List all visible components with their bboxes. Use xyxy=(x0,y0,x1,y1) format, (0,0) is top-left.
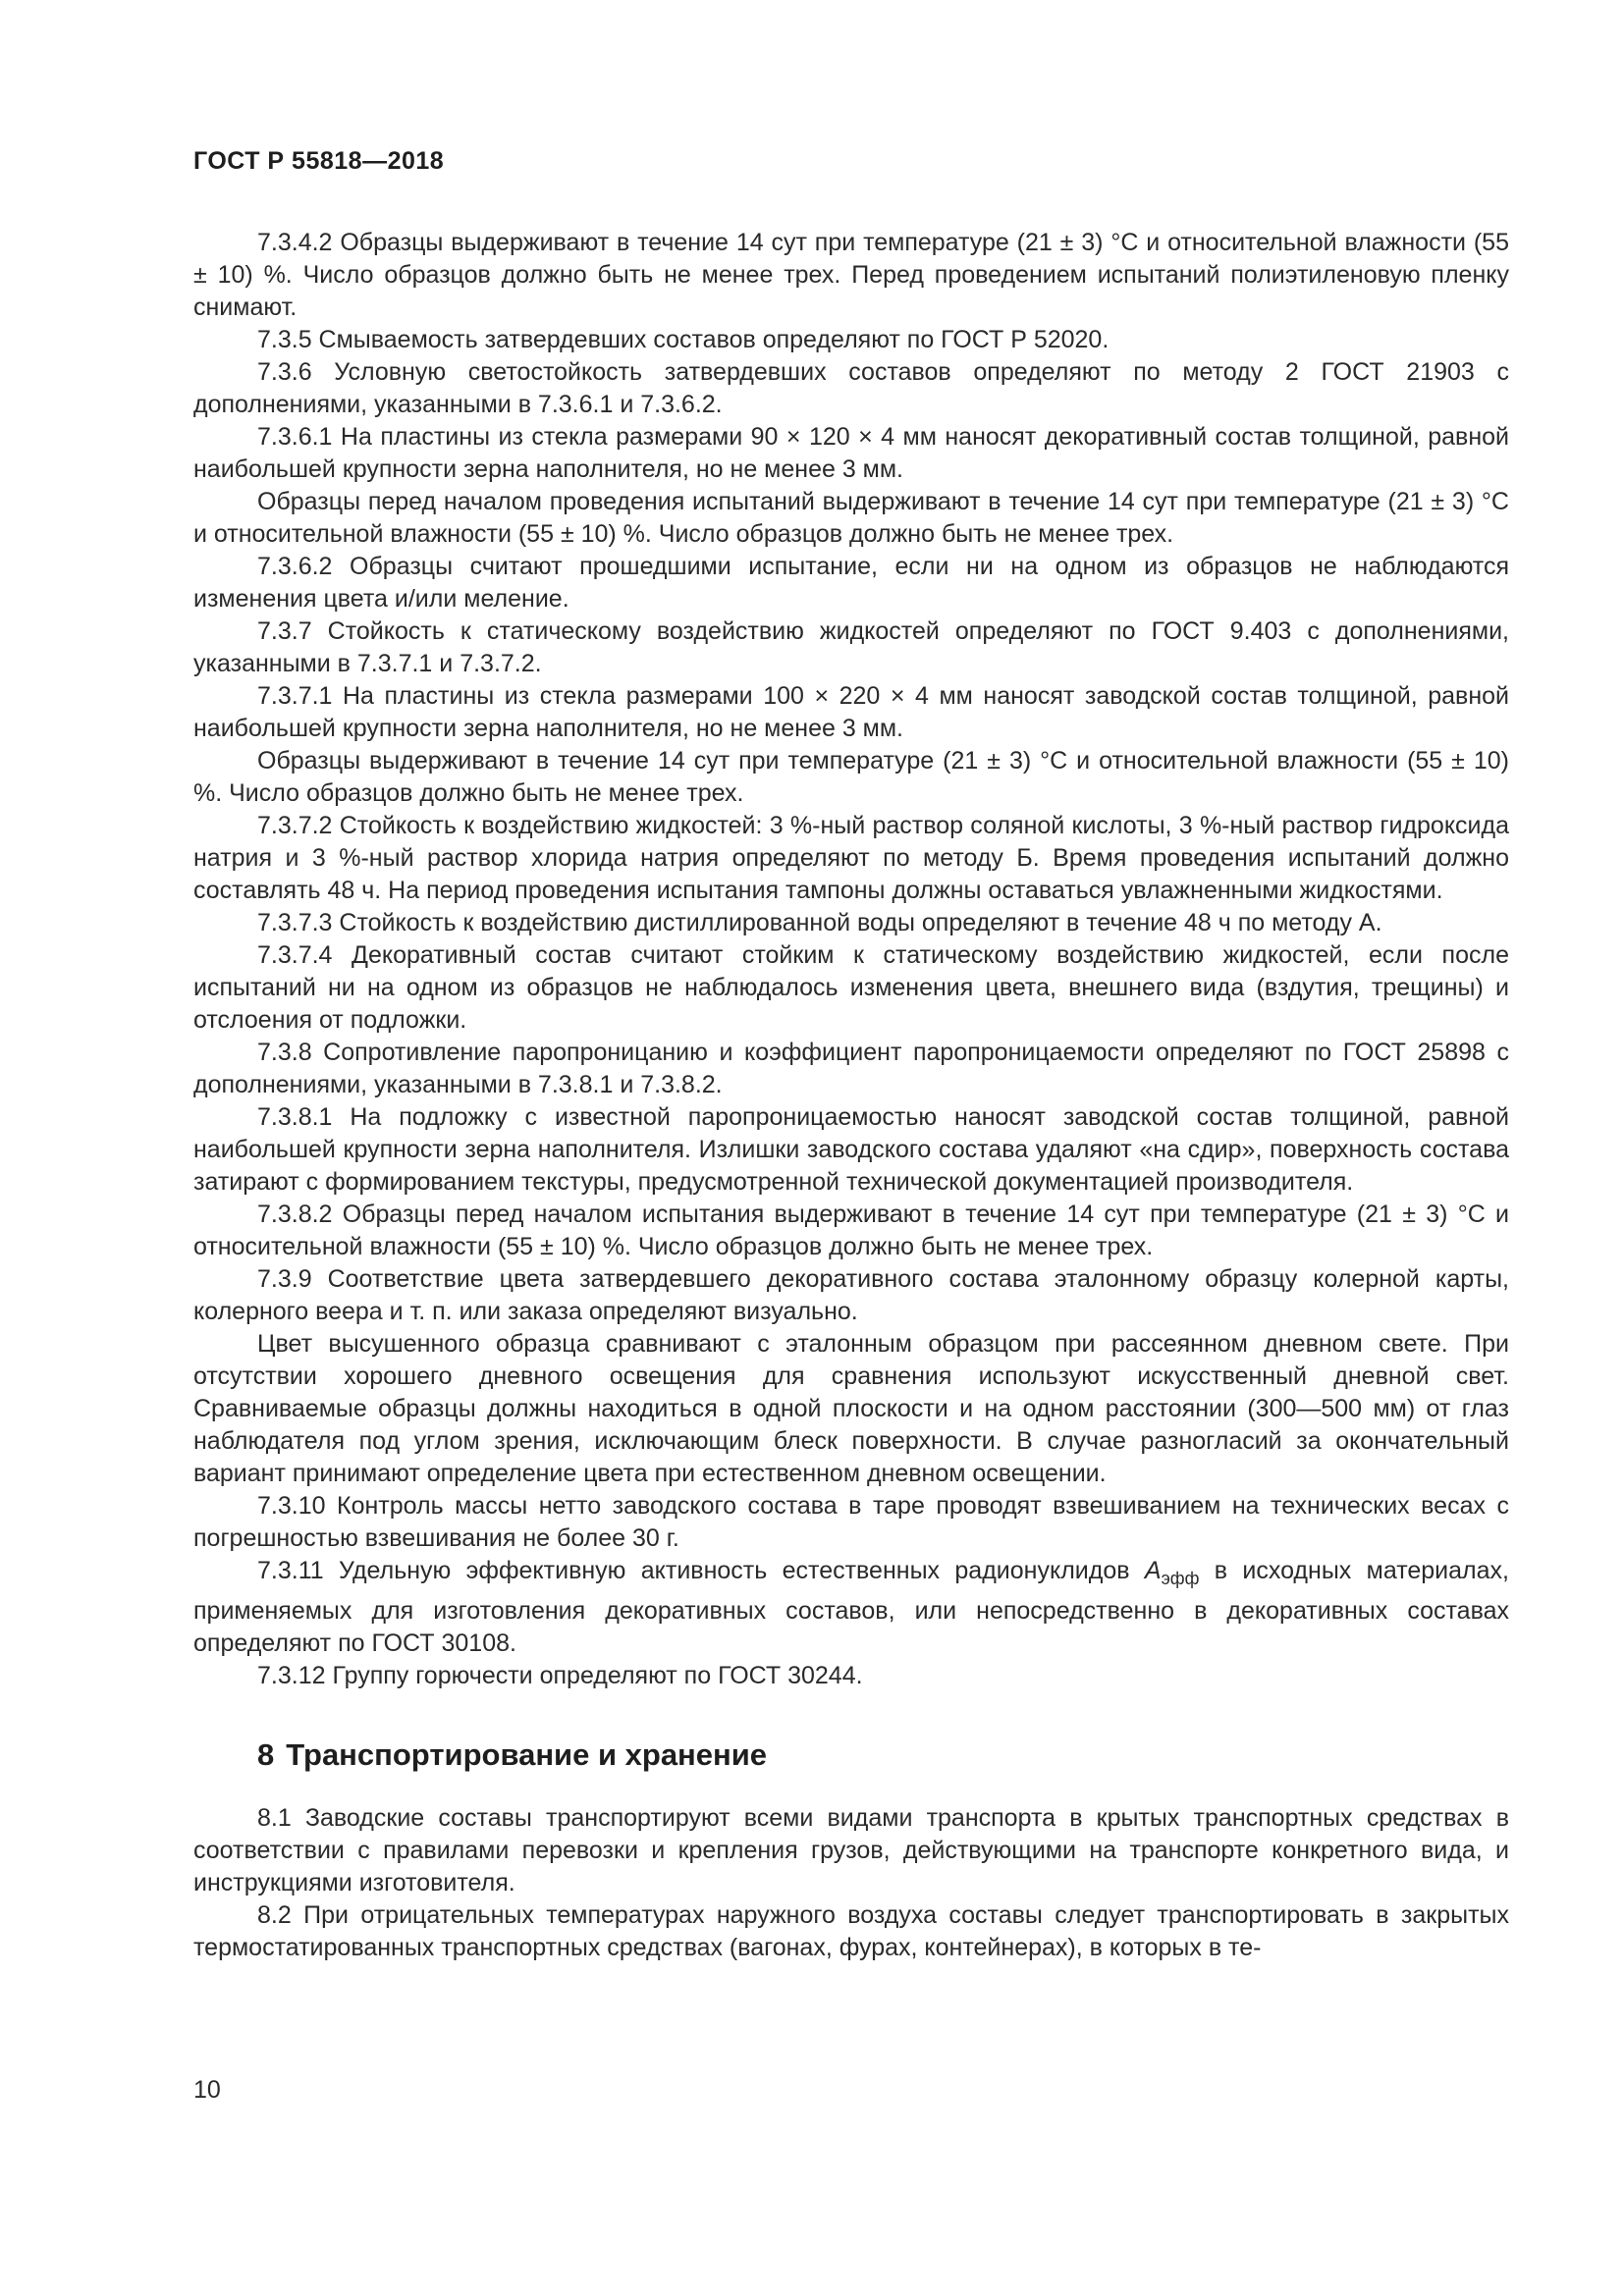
paragraph-7-3-8-1: 7.3.8.1 На подложку с известной паропроницаемостью наносят заводской состав толщиной, равной наибольшей крупности зерна наполнителя. Излишки заводского состава удаляют «на сдир», поверхность состава затирают с формированием текстуры, предусмотренной технической документацией производителя. xyxy=(193,1103,1509,1196)
document-header-id: ГОСТ Р 55818—2018 xyxy=(193,147,445,175)
paragraph-7-3-9: 7.3.9 Соответствие цвета затвердевшего декоративного состава эталонному образцу колерной карты, колерного веера и т. п. или заказа определяют визуально. xyxy=(193,1265,1509,1325)
paragraph-7-3-7-4: 7.3.7.4 Декоративный состав считают стойким к статическому воздействию жидкостей, если после испытаний ни на одном из образцов не наблюдалось изменения цвета, внешнего вида (вздутия, трещины) и отслоения от подложки. xyxy=(193,941,1509,1034)
paragraph-7-3-7-1: 7.3.7.1 На пластины из стекла размерами 100 × 220 × 4 мм наносят заводской состав толщиной, равной наибольшей крупности зерна наполнителя, но не менее 3 мм. xyxy=(193,682,1509,742)
paragraph-7-3-5: 7.3.5 Смываемость затвердевших составов определяют по ГОСТ Р 52020. xyxy=(257,326,1110,353)
paragraph-7-3-10: 7.3.10 Контроль массы нетто заводского состава в таре проводят взвешиванием на технических весах с погрешностью взвешивания не более 30 г. xyxy=(193,1492,1509,1552)
section-7-3-text xyxy=(193,227,1509,1692)
section-8-number: 8 xyxy=(257,1737,275,1772)
paragraph-7-3-7-1-cont: Образцы выдерживают в течение 14 сут при температуре (21 ± 3) °С и относительной влажности (55 ± 10) %. Число образцов должно быть не менее трех. xyxy=(193,747,1509,807)
section-8-text xyxy=(193,1802,1509,1964)
section-8-title: Транспортирование и хранение xyxy=(286,1737,768,1772)
paragraph-7-3-7: 7.3.7 Стойкость к статическому воздействию жидкостей определяют по ГОСТ 9.403 с дополнениями, указанными в 7.3.7.1 и 7.3.7.2. xyxy=(193,617,1509,677)
paragraph-7-3-6: 7.3.6 Условную светостойкость затвердевших составов определяют по методу 2 ГОСТ 21903 с дополнениями, указанными в 7.3.6.1 и 7.3.6.2. xyxy=(193,358,1509,418)
paragraph-7-3-11-after: в исходных материалах, применяемых для изготовления декоративных составов, или непосредственно в декоративных составах определяют по ГОСТ 30108. xyxy=(193,1557,1509,1657)
paragraph-7-3-9-cont: Цвет высушенного образца сравнивают с эталонным образцом при рассеянном дневном свете. При отсутствии хорошего дневного освещения для сравнения используют искусственный дневной свет. Сравниваемые образцы должны находиться в одной плоскости и на одном расстоянии (300—500 мм) от глаз наблюдателя под углом зрения, исключающим блеск поверхности. В случае разногласий за окончательный вариант принимают определение цвета при естественном дневном освещении. xyxy=(193,1330,1509,1487)
section-8-heading xyxy=(193,1737,1509,1773)
document-page xyxy=(193,147,1509,1964)
paragraph-7-3-8-2: 7.3.8.2 Образцы перед началом испытания выдерживают в течение 14 сут при температуре (21 ± 3) °С и относительной влажности (55 ± 10) %. Число образцов должно быть не менее трех. xyxy=(193,1201,1509,1260)
paragraph-8-2: 8.2 При отрицательных температурах наружного воздуха составы следует транспортировать в закрытых термостатированных транспортных средствах (вагонах, фурах, контейнерах), в которых в те- xyxy=(193,1901,1509,1961)
paragraph-8-1: 8.1 Заводские составы транспортируют всеми видами транспорта в крытых транспортных средствах в соответствии с правилами перевозки и крепления грузов, действующими на транспорте конкретного вида, и инструкциями изготовителя. xyxy=(193,1804,1509,1896)
paragraph-7-3-7-2: 7.3.7.2 Стойкость к воздействию жидкостей: 3 %-ный раствор соляной кислоты, 3 %-ный раствор гидроксида натрия и 3 %-ный раствор хлорида натрия определяют по методу Б. Время проведения испытаний должно составлять 48 ч. На период проведения испытания тампоны должны оставаться увлажненными жидкостями. xyxy=(193,812,1509,904)
paragraph-7-3-8: 7.3.8 Сопротивление паропроницанию и коэффициент паропроницаемости определяют по ГОСТ 25898 с дополнениями, указанными в 7.3.8.1 и 7.3.8.2. xyxy=(193,1039,1509,1098)
page-number: 10 xyxy=(193,2076,221,2104)
paragraph-7-3-12: 7.3.12 Группу горючести определяют по ГОСТ 30244. xyxy=(257,1662,863,1689)
paragraph-7-3-11 xyxy=(193,1555,1509,1660)
paragraph-7-3-7-3: 7.3.7.3 Стойкость к воздействию дистиллированной воды определяют в течение 48 ч по методу А. xyxy=(257,909,1382,936)
paragraph-7-3-4-2: 7.3.4.2 Образцы выдерживают в течение 14 сут при температуре (21 ± 3) °С и относительной влажности (55 ± 10) %. Число образцов должно быть не менее трех. Перед проведением испытаний полиэтиленовую пленку снимают. xyxy=(193,229,1509,321)
paragraph-7-3-6-2: 7.3.6.2 Образцы считают прошедшими испытание, если ни на одном из образцов не наблюдаются изменения цвета и/или меление. xyxy=(193,553,1509,613)
paragraph-7-3-6-1-cont: Образцы перед началом проведения испытаний выдерживают в течение 14 сут при температуре (21 ± 3) °С и относительной влажности (55 ± 10) %. Число образцов должно быть не менее трех. xyxy=(193,488,1509,548)
activity-subscript: эфф xyxy=(1161,1569,1200,1588)
paragraph-7-3-11-before: 7.3.11 Удельную эффективную активность естественных радионуклидов xyxy=(257,1557,1145,1584)
activity-symbol: A xyxy=(1144,1557,1162,1584)
paragraph-7-3-6-1: 7.3.6.1 На пластины из стекла размерами 90 × 120 × 4 мм наносят декоративный состав толщиной, равной наибольшей крупности зерна наполнителя, но не менее 3 мм. xyxy=(193,423,1509,483)
